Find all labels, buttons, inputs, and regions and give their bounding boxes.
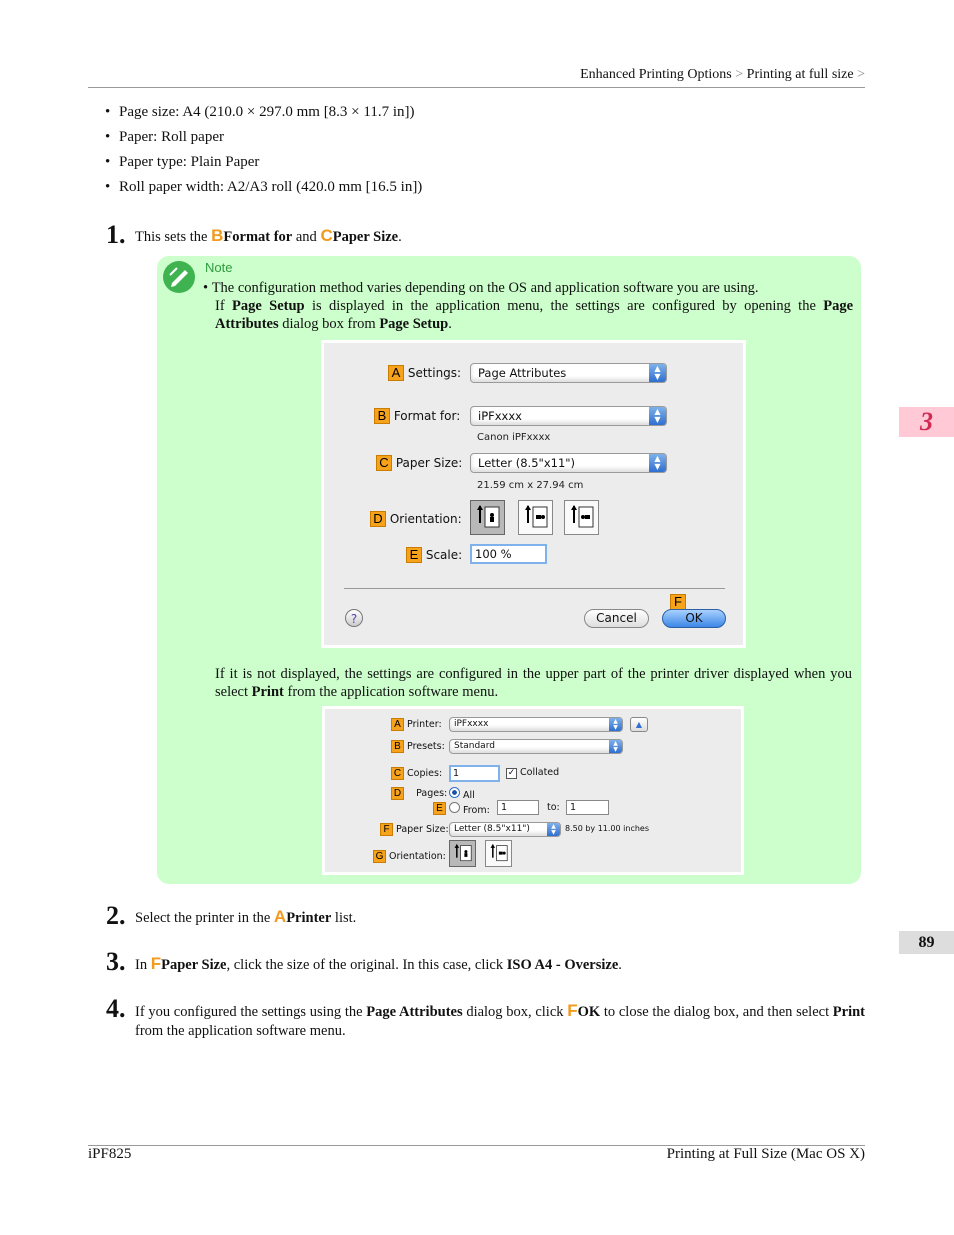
text: Format for:	[393, 409, 461, 423]
note-text	[203, 279, 853, 333]
format-description: Canon iPFxxxx	[477, 432, 551, 443]
label-marker: G	[373, 850, 386, 863]
copies-input[interactable]: 1	[449, 765, 500, 782]
cancel-button[interactable]: Cancel	[584, 609, 649, 628]
scale-input[interactable]: 100 %	[470, 544, 547, 564]
text: Select the printer in the	[135, 910, 271, 926]
ok-button[interactable]: OK	[662, 609, 726, 628]
label-marker: B	[374, 408, 390, 424]
text: to close the dialog box, and then select	[603, 1004, 830, 1020]
label-marker: D	[370, 511, 386, 527]
text: Pages:	[416, 788, 448, 799]
bold-term: Print	[832, 1004, 866, 1020]
disclosure-button[interactable]: ▲	[630, 717, 648, 732]
presets-popup[interactable]	[449, 739, 623, 754]
label-marker: D	[391, 787, 404, 800]
ok-label-marker	[670, 591, 686, 610]
label-marker: A	[273, 907, 287, 926]
text: Paper Size:	[396, 824, 449, 835]
orientation-landscape-right-button[interactable]	[564, 500, 599, 535]
settings-popup[interactable]	[470, 363, 667, 383]
printer-row-label	[391, 718, 442, 731]
scale-row-label	[406, 547, 462, 563]
orientation-portrait-button[interactable]	[470, 500, 505, 535]
page-attributes-dialog	[321, 340, 746, 648]
bold-term: Paper Size	[161, 957, 227, 973]
footer-section-title: Printing at Full Size (Mac OS X)	[666, 1146, 865, 1162]
pages-all-radio[interactable]	[449, 787, 475, 801]
note-paragraph	[203, 297, 853, 333]
text: If	[215, 298, 225, 314]
orientation-landscape-left-button[interactable]	[518, 500, 553, 535]
divider	[344, 588, 725, 589]
list-item: • Page size: A4 (210.0 × 297.0 mm [8.3 × 11.7 in])	[105, 100, 422, 125]
header-rule	[88, 87, 865, 88]
text: and	[295, 229, 317, 245]
text: Copies:	[407, 768, 443, 779]
note-bullet: • The configuration method varies depending on the OS and application software you are using.	[203, 280, 759, 296]
text: From:	[463, 805, 490, 816]
step-text	[135, 954, 622, 975]
text: If you configured the settings using the	[135, 1004, 363, 1020]
text: Collated	[520, 767, 560, 778]
orientation-row-label	[373, 850, 446, 863]
orientation-portrait-button[interactable]	[449, 840, 476, 867]
breadcrumb-separator: >	[735, 67, 744, 82]
bold-term: Page Setup	[379, 316, 449, 332]
step-number: 4.	[106, 994, 126, 1023]
format-row-label	[374, 408, 460, 424]
settings-list	[105, 100, 422, 200]
breadcrumb-item[interactable]: Printing at full size	[746, 67, 854, 82]
bold-term: Print	[251, 684, 284, 700]
paper-dimensions: 21.59 cm x 27.94 cm	[477, 480, 584, 491]
page-number: 89	[899, 931, 954, 954]
radio-icon	[449, 802, 460, 813]
step-text	[135, 907, 356, 928]
chevron-updown-icon: ▲ ▼	[649, 407, 666, 425]
bold-term: OK	[577, 1004, 601, 1020]
bold-term: Page Attributes	[215, 298, 854, 332]
text: Standard	[454, 741, 495, 751]
label-marker: E	[433, 802, 446, 815]
text: Orientation:	[389, 512, 462, 526]
text: iPFxxxx	[478, 409, 522, 423]
copies-row-label	[391, 767, 442, 780]
text: Orientation:	[389, 851, 446, 862]
text: , click the size of the original. In this case, click	[226, 957, 504, 973]
print-dialog	[322, 706, 744, 875]
list-item: • Paper: Roll paper	[105, 125, 422, 150]
bold-term: Printer	[286, 910, 332, 926]
step-number: 2.	[106, 901, 126, 930]
note-title: Note	[205, 260, 233, 275]
step-text	[135, 1001, 865, 1041]
presets-row-label	[391, 740, 445, 753]
text: Presets:	[407, 741, 445, 752]
chevron-updown-icon: ▲ ▼	[609, 740, 622, 753]
text: .	[398, 229, 402, 245]
printer-popup[interactable]	[449, 717, 623, 732]
label-marker: A	[388, 365, 404, 381]
help-button[interactable]: ?	[345, 609, 363, 627]
radio-selected-icon	[449, 787, 460, 798]
pages-row-label	[391, 787, 447, 800]
label-marker: F	[150, 954, 162, 973]
checkbox-icon[interactable]: ✓	[507, 768, 516, 778]
label-marker: E	[406, 547, 422, 563]
paper-size-popup[interactable]	[449, 822, 561, 837]
breadcrumb-separator: >	[857, 67, 865, 82]
label-marker: F	[670, 594, 686, 610]
to-label: to:	[547, 802, 560, 813]
paper-size-popup[interactable]	[470, 453, 667, 473]
label-marker: C	[391, 767, 404, 780]
bold-term: ISO A4 - Oversize	[506, 957, 619, 973]
step-text	[135, 226, 402, 247]
text: .	[618, 957, 622, 973]
text: Scale:	[425, 548, 463, 562]
text: If it is not displayed, the settings are configured in the upper part of the printer driver displayed when you select	[215, 666, 852, 700]
format-for-popup[interactable]	[470, 406, 667, 426]
bold-term: Page Setup	[232, 298, 305, 314]
text: iPFxxxx	[454, 719, 489, 729]
step-number: 1.	[106, 220, 126, 249]
text: Letter (8.5"x11")	[478, 456, 576, 470]
label-marker: B	[391, 740, 404, 753]
text: Paper Size:	[395, 456, 463, 470]
orientation-row-label	[370, 511, 462, 527]
pages-from-radio[interactable]	[449, 802, 490, 816]
text: Printer:	[407, 719, 442, 730]
text: Letter (8.5"x11")	[454, 824, 530, 834]
text: .	[448, 316, 452, 332]
label-marker: B	[211, 226, 224, 245]
from-label-marker	[433, 802, 446, 815]
footer-model: iPF825	[88, 1146, 132, 1162]
label-marker: F	[380, 823, 393, 836]
text: All	[463, 790, 475, 801]
text: Page Attributes	[478, 366, 567, 380]
text: dialog box, click	[466, 1004, 564, 1020]
bold-term: Format for	[223, 229, 293, 245]
chevron-updown-icon: ▲ ▼	[547, 823, 560, 836]
settings-row-label	[388, 365, 461, 381]
from-input[interactable]: 1	[497, 800, 539, 815]
paper-dimensions: 8.50 by 11.00 inches	[565, 824, 650, 833]
label-marker: C	[320, 226, 333, 245]
bold-term: Page Attributes	[366, 1004, 463, 1020]
breadcrumb-item[interactable]: Enhanced Printing Options	[580, 67, 732, 82]
label-marker: F	[567, 1001, 578, 1020]
chapter-tab[interactable]: 3	[899, 407, 954, 437]
step-number: 3.	[106, 947, 126, 976]
chevron-updown-icon: ▲ ▼	[609, 718, 622, 731]
text: This sets the	[135, 229, 208, 245]
bold-term: Paper Size	[332, 229, 399, 245]
text: from the application software menu.	[287, 684, 499, 700]
list-item: • Roll paper width: A2/A3 roll (420.0 mm [16.5 in])	[105, 175, 422, 200]
collated-checkbox-row[interactable]	[506, 767, 559, 779]
label-marker: A	[391, 718, 404, 731]
text: is displayed in the application menu, the settings are configured by opening the	[311, 298, 816, 314]
to-input[interactable]: 1	[566, 800, 609, 815]
text: Settings:	[407, 366, 462, 380]
pencil-icon	[163, 261, 195, 293]
list-item: • Paper type: Plain Paper	[105, 150, 422, 175]
note-paragraph	[215, 665, 852, 701]
text: The configuration method varies depending on the OS and application software you are using.	[211, 280, 759, 296]
orientation-landscape-button[interactable]	[485, 840, 512, 867]
paper-size-row-label	[380, 823, 449, 836]
paper-size-row-label	[376, 455, 462, 471]
text: dialog box from	[282, 316, 376, 332]
text: from the application software menu.	[135, 1023, 346, 1039]
text: In	[135, 957, 148, 973]
text: list.	[334, 910, 357, 926]
breadcrumb	[580, 67, 865, 83]
chevron-updown-icon: ▲ ▼	[649, 364, 666, 382]
chevron-updown-icon: ▲ ▼	[649, 454, 666, 472]
label-marker: C	[376, 455, 392, 471]
